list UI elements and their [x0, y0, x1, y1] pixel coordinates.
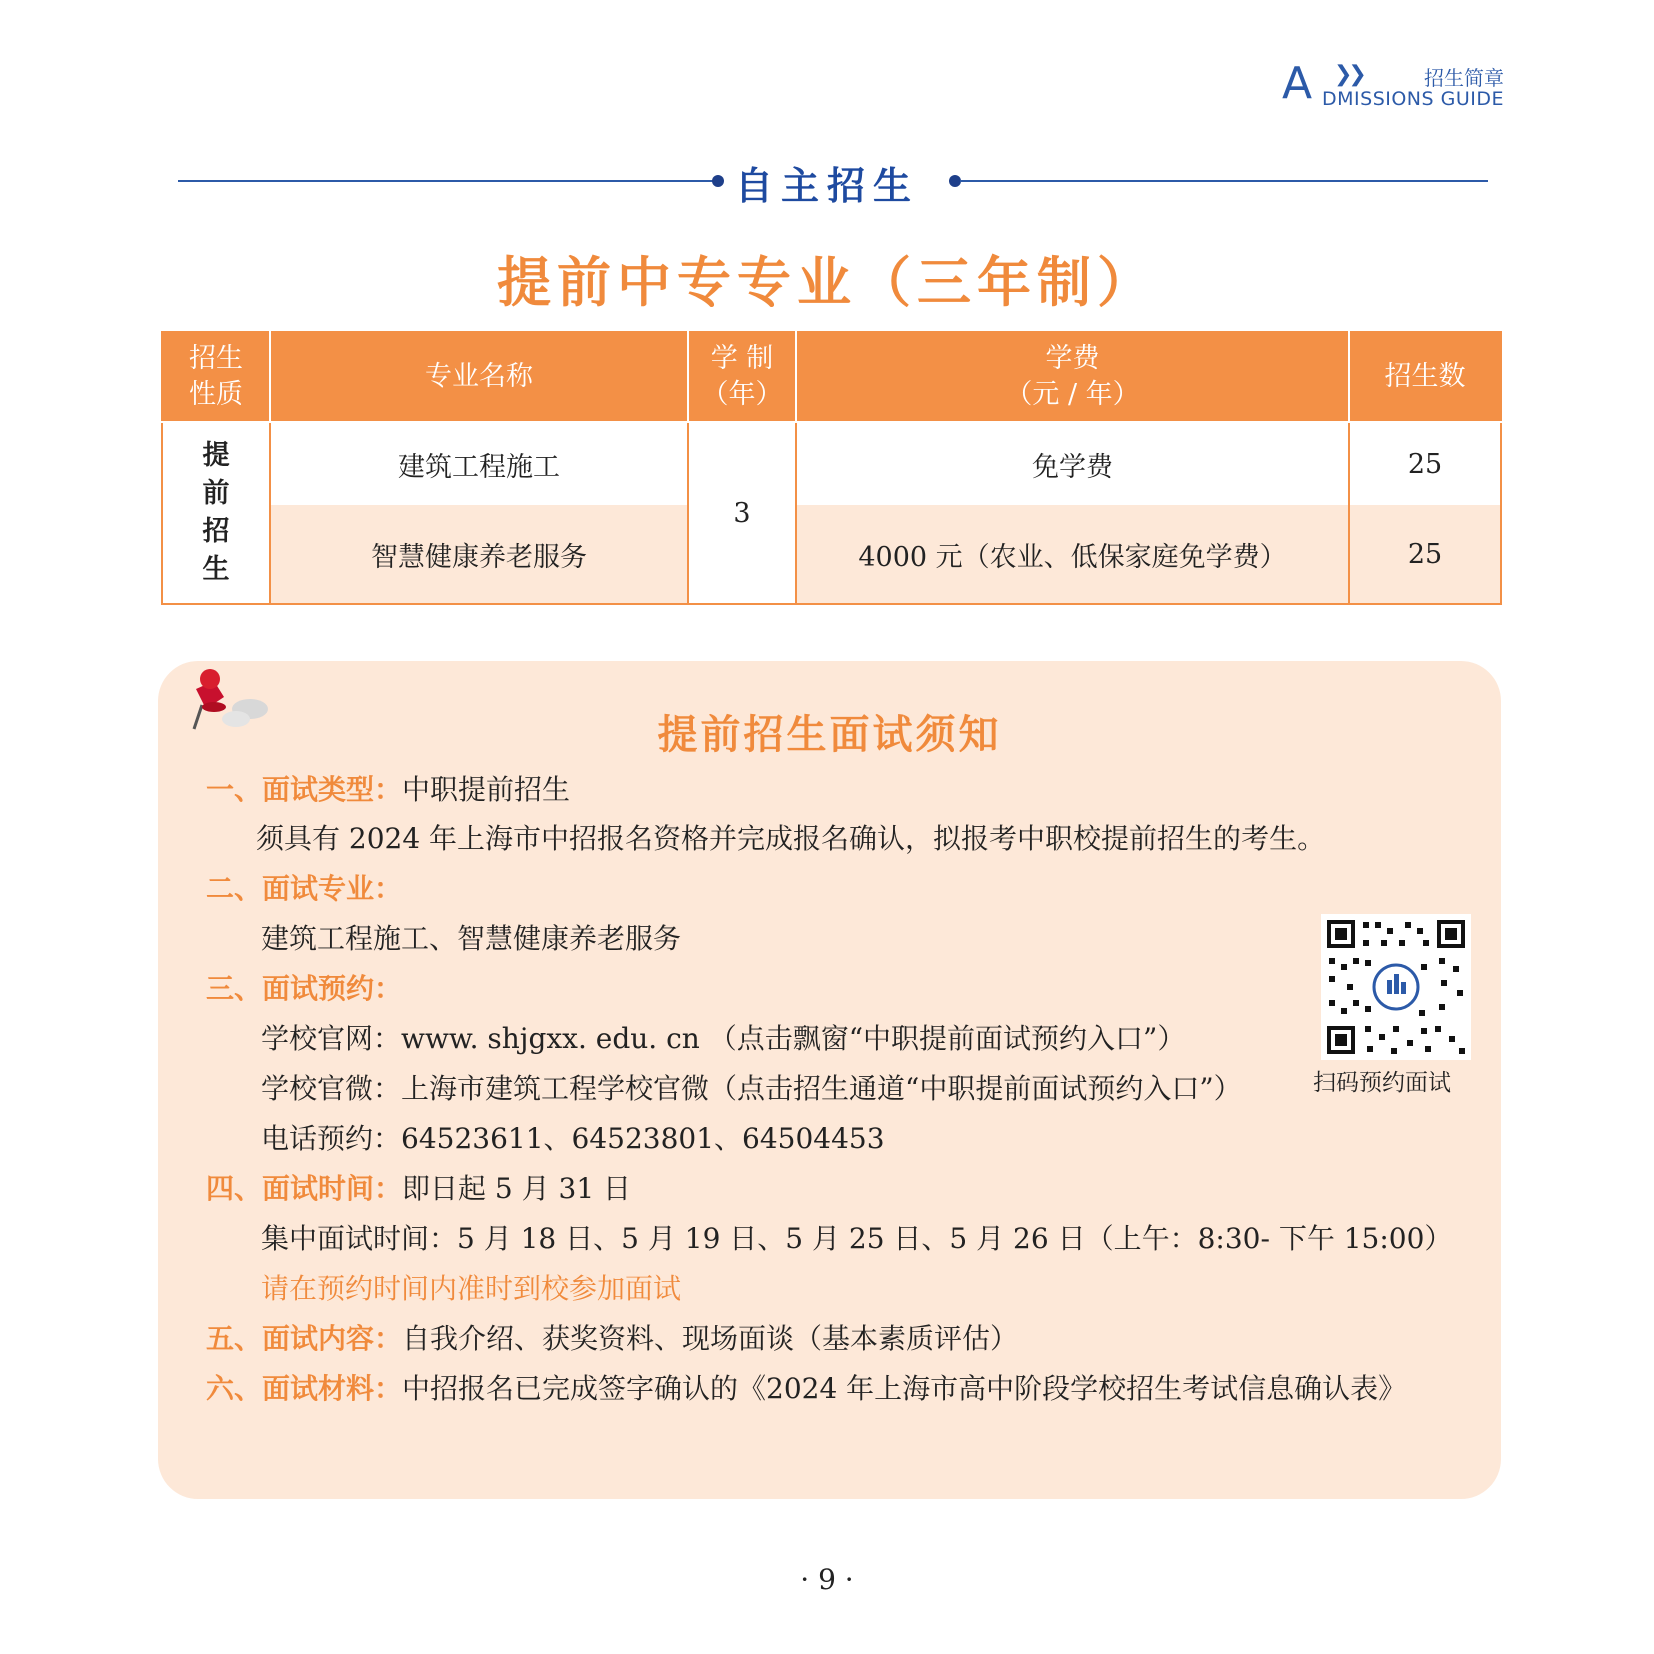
brand-en: DMISSIONS GUIDE — [1322, 88, 1504, 110]
double-chevron-icon: ❯❯ — [1334, 62, 1363, 87]
section-dot-left — [712, 175, 724, 187]
notice-line: 须具有 2024 年上海市中招报名资格并完成报名确认，拟报考中职校提前招生的考生。 — [256, 822, 1326, 855]
header-years: 学 制 （年） — [688, 332, 796, 422]
table-row — [162, 422, 1501, 505]
notice-line: 四、面试时间：即日起 5 月 31 日 — [206, 1172, 632, 1205]
notice-line: 电话预约：64523611、64523801、64504453 — [261, 1122, 885, 1155]
notice-line: 集中面试时间：5 月 18 日、5 月 19 日、5 月 25 日、5 月 26 日（上午：8:30- 下午 15:00） — [261, 1222, 1453, 1255]
table-header-row — [162, 332, 1501, 422]
section-divider-right — [960, 180, 1488, 182]
type-cell: 提 前 招 生 — [162, 422, 270, 604]
years-cell: 3 — [688, 422, 796, 604]
majors-table — [161, 331, 1502, 605]
notice-line: 建筑工程施工、智慧健康养老服务 — [261, 922, 682, 955]
major-cell: 智慧健康养老服务 — [270, 505, 688, 604]
brand-letter: A — [1282, 58, 1313, 109]
notice-line: 三、面试预约： — [206, 972, 403, 1005]
notice-line: 六、面试材料：中招报名已完成签字确认的《2024 年上海市高中阶段学校招生考试信息确认表》 — [206, 1372, 1407, 1405]
notice-box — [158, 661, 1501, 1499]
major-cell: 建筑工程施工 — [270, 422, 688, 505]
qr-code[interactable] — [1321, 914, 1471, 1060]
notice-line: 请在预约时间内准时到校参加面试 — [261, 1272, 682, 1305]
section-title: 自主招生 — [734, 163, 919, 208]
qr-caption: 扫码预约面试 — [1313, 1070, 1451, 1096]
quota-cell: 25 — [1349, 422, 1501, 505]
section-divider-left — [178, 180, 714, 182]
notice-line: 一、面试类型：中职提前招生 — [206, 773, 571, 806]
header-quota: 招生数 — [1349, 332, 1501, 422]
fee-cell: 免学费 — [796, 422, 1349, 505]
page-title: 提前中专专业（三年制） — [497, 250, 1157, 314]
notice-line: 二、面试专业： — [206, 872, 403, 905]
quota-cell: 25 — [1349, 505, 1501, 604]
header-type: 招生 性质 — [162, 332, 270, 422]
page-number: · 9 · — [800, 1563, 854, 1596]
notice-line: 学校官微：上海市建筑工程学校官微（点击招生通道“中职提前面试预约入口”） — [261, 1072, 1242, 1105]
header-major: 专业名称 — [270, 332, 688, 422]
fee-cell: 4000 元（农业、低保家庭免学费） — [796, 505, 1349, 604]
table-row — [162, 505, 1501, 604]
notice-title: 提前招生面试须知 — [657, 711, 1002, 758]
brand-logo — [1264, 58, 1504, 118]
notice-line: 五、面试内容：自我介绍、获奖资料、现场面谈（基本素质评估） — [206, 1322, 1019, 1355]
brand-cn: 招生简章 — [1424, 66, 1504, 90]
notice-line: 学校官网：www. shjgxx. edu. cn （点击飘窗“中职提前面试预约入口”） — [261, 1022, 1186, 1055]
header-fee: 学费 （元 / 年） — [796, 332, 1349, 422]
